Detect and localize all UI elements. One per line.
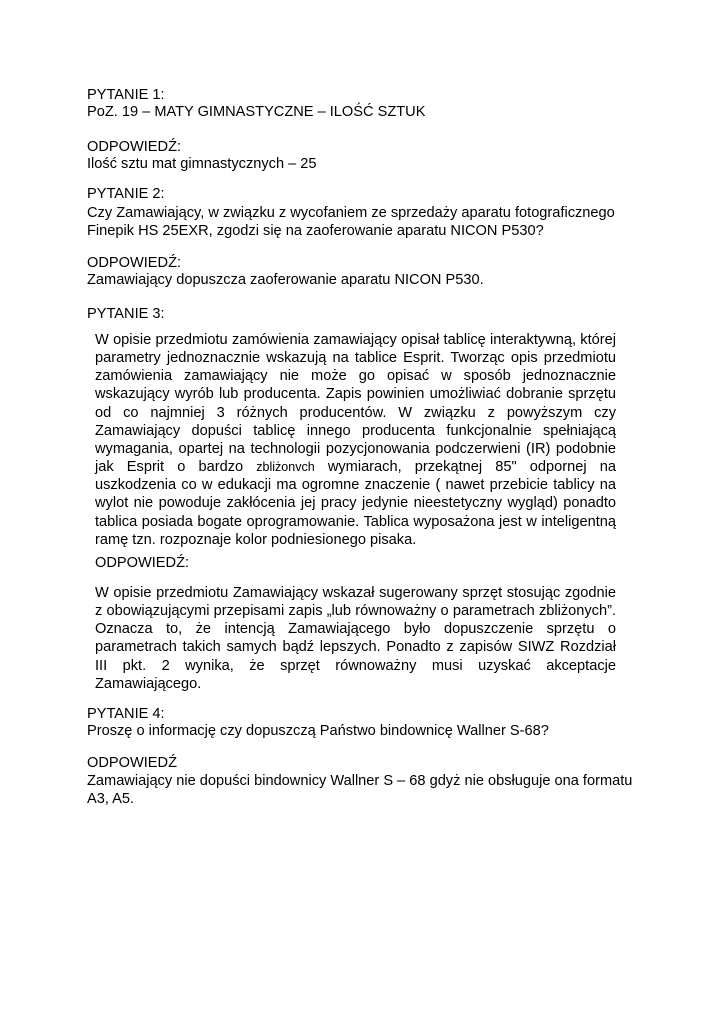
question-3-text [95, 331, 616, 549]
answer-2-text: Zamawiający dopuszcza zaoferowanie aparatu NICON P530. [87, 272, 484, 288]
question-3-label: PYTANIE 3: [87, 306, 165, 322]
question-4-label: PYTANIE 4: [87, 706, 165, 722]
answer-1-label: ODPOWIEDŹ: [87, 139, 182, 155]
answer-2-label: ODPOWIEDŹ: [87, 255, 182, 271]
answer-3-text: W opisie przedmiotu Zamawiający wskazał sugerowany sprzęt stosując zgodnie z obowiązującymi przepisami zapis „lub równoważny o parametrach zbliżonych”. Oznacza to, że intencją Zamawiającego było dopuszczenie sprzętu o parametrach takich samych bądź lepszych. Ponadto z zapisów SIWZ Rozdział III pkt. 2 wynika, że sprzęt równoważny musi uzyskać akceptacje Zamawiającego. [95, 585, 616, 692]
question-2-text-line1: Czy Zamawiający, w związku z wycofaniem ze sprzedaży aparatu fotograficznego [87, 205, 615, 221]
question-3-text-part2: wymiarach, przekątnej 85" odpornej na uszkodzenia co w edukacji ma ogromne znaczenie ( nawet przebicie tablicy na wylot nie powoduje zakłócenia jej pracy jedynie nieestetyczny wygląd) ponadto tablica posiada bogate oprogramowanie. Tablica wyposażona jest w inteligentną ramę tzn. rozpoznaje kolor podniesionego pisaka. [95, 459, 616, 548]
question-1-text: PoZ. 19 – MATY GIMNASTYCZNE – ILOŚĆ SZTUK [87, 104, 426, 120]
question-3-text-part1: W opisie przedmiotu zamówienia zamawiający opisał tablicę interaktywną, której parametry jednoznacznie wskazują na tablice Esprit. Tworząc opis przedmiotu zamówienia zamawiający nie może go opisać w sposób jednoznacznie wskazujący wyrób lub producenta. Zapis powinien umożliwiać dobranie sprzętu od co najmniej 3 różnych producentów. W związku z powyższym czy Zamawiający dopuści tablicę innego producenta funkcjonalnie spełniającą wymagania, opartej na technologii pozycjonowania podczerwieni (IR) podobnie jak Esprit o bardzo [95, 332, 616, 476]
answer-1-text: Ilość sztu mat gimnastycznych – 25 [87, 156, 317, 172]
answer-3-label: ODPOWIEDŹ: [95, 555, 190, 571]
question-4-text: Proszę o informację czy dopuszczą Państwo bindownicę Wallner S-68? [87, 723, 549, 739]
answer-4-label: ODPOWIEDŹ [87, 755, 177, 771]
question-2-label: PYTANIE 2: [87, 186, 165, 202]
question-3-text-small: zbliżonvch [256, 460, 315, 475]
question-1-label: PYTANIE 1: [87, 87, 165, 103]
answer-4-text-line2: A3, A5. [87, 791, 135, 807]
question-2-text-line2: Finepik HS 25EXR, zgodzi się na zaoferowanie aparatu NICON P530? [87, 223, 544, 239]
answer-4-text-line1: Zamawiający nie dopuści bindownicy Wallner S – 68 gdyż nie obsługuje ona formatu [87, 773, 633, 789]
